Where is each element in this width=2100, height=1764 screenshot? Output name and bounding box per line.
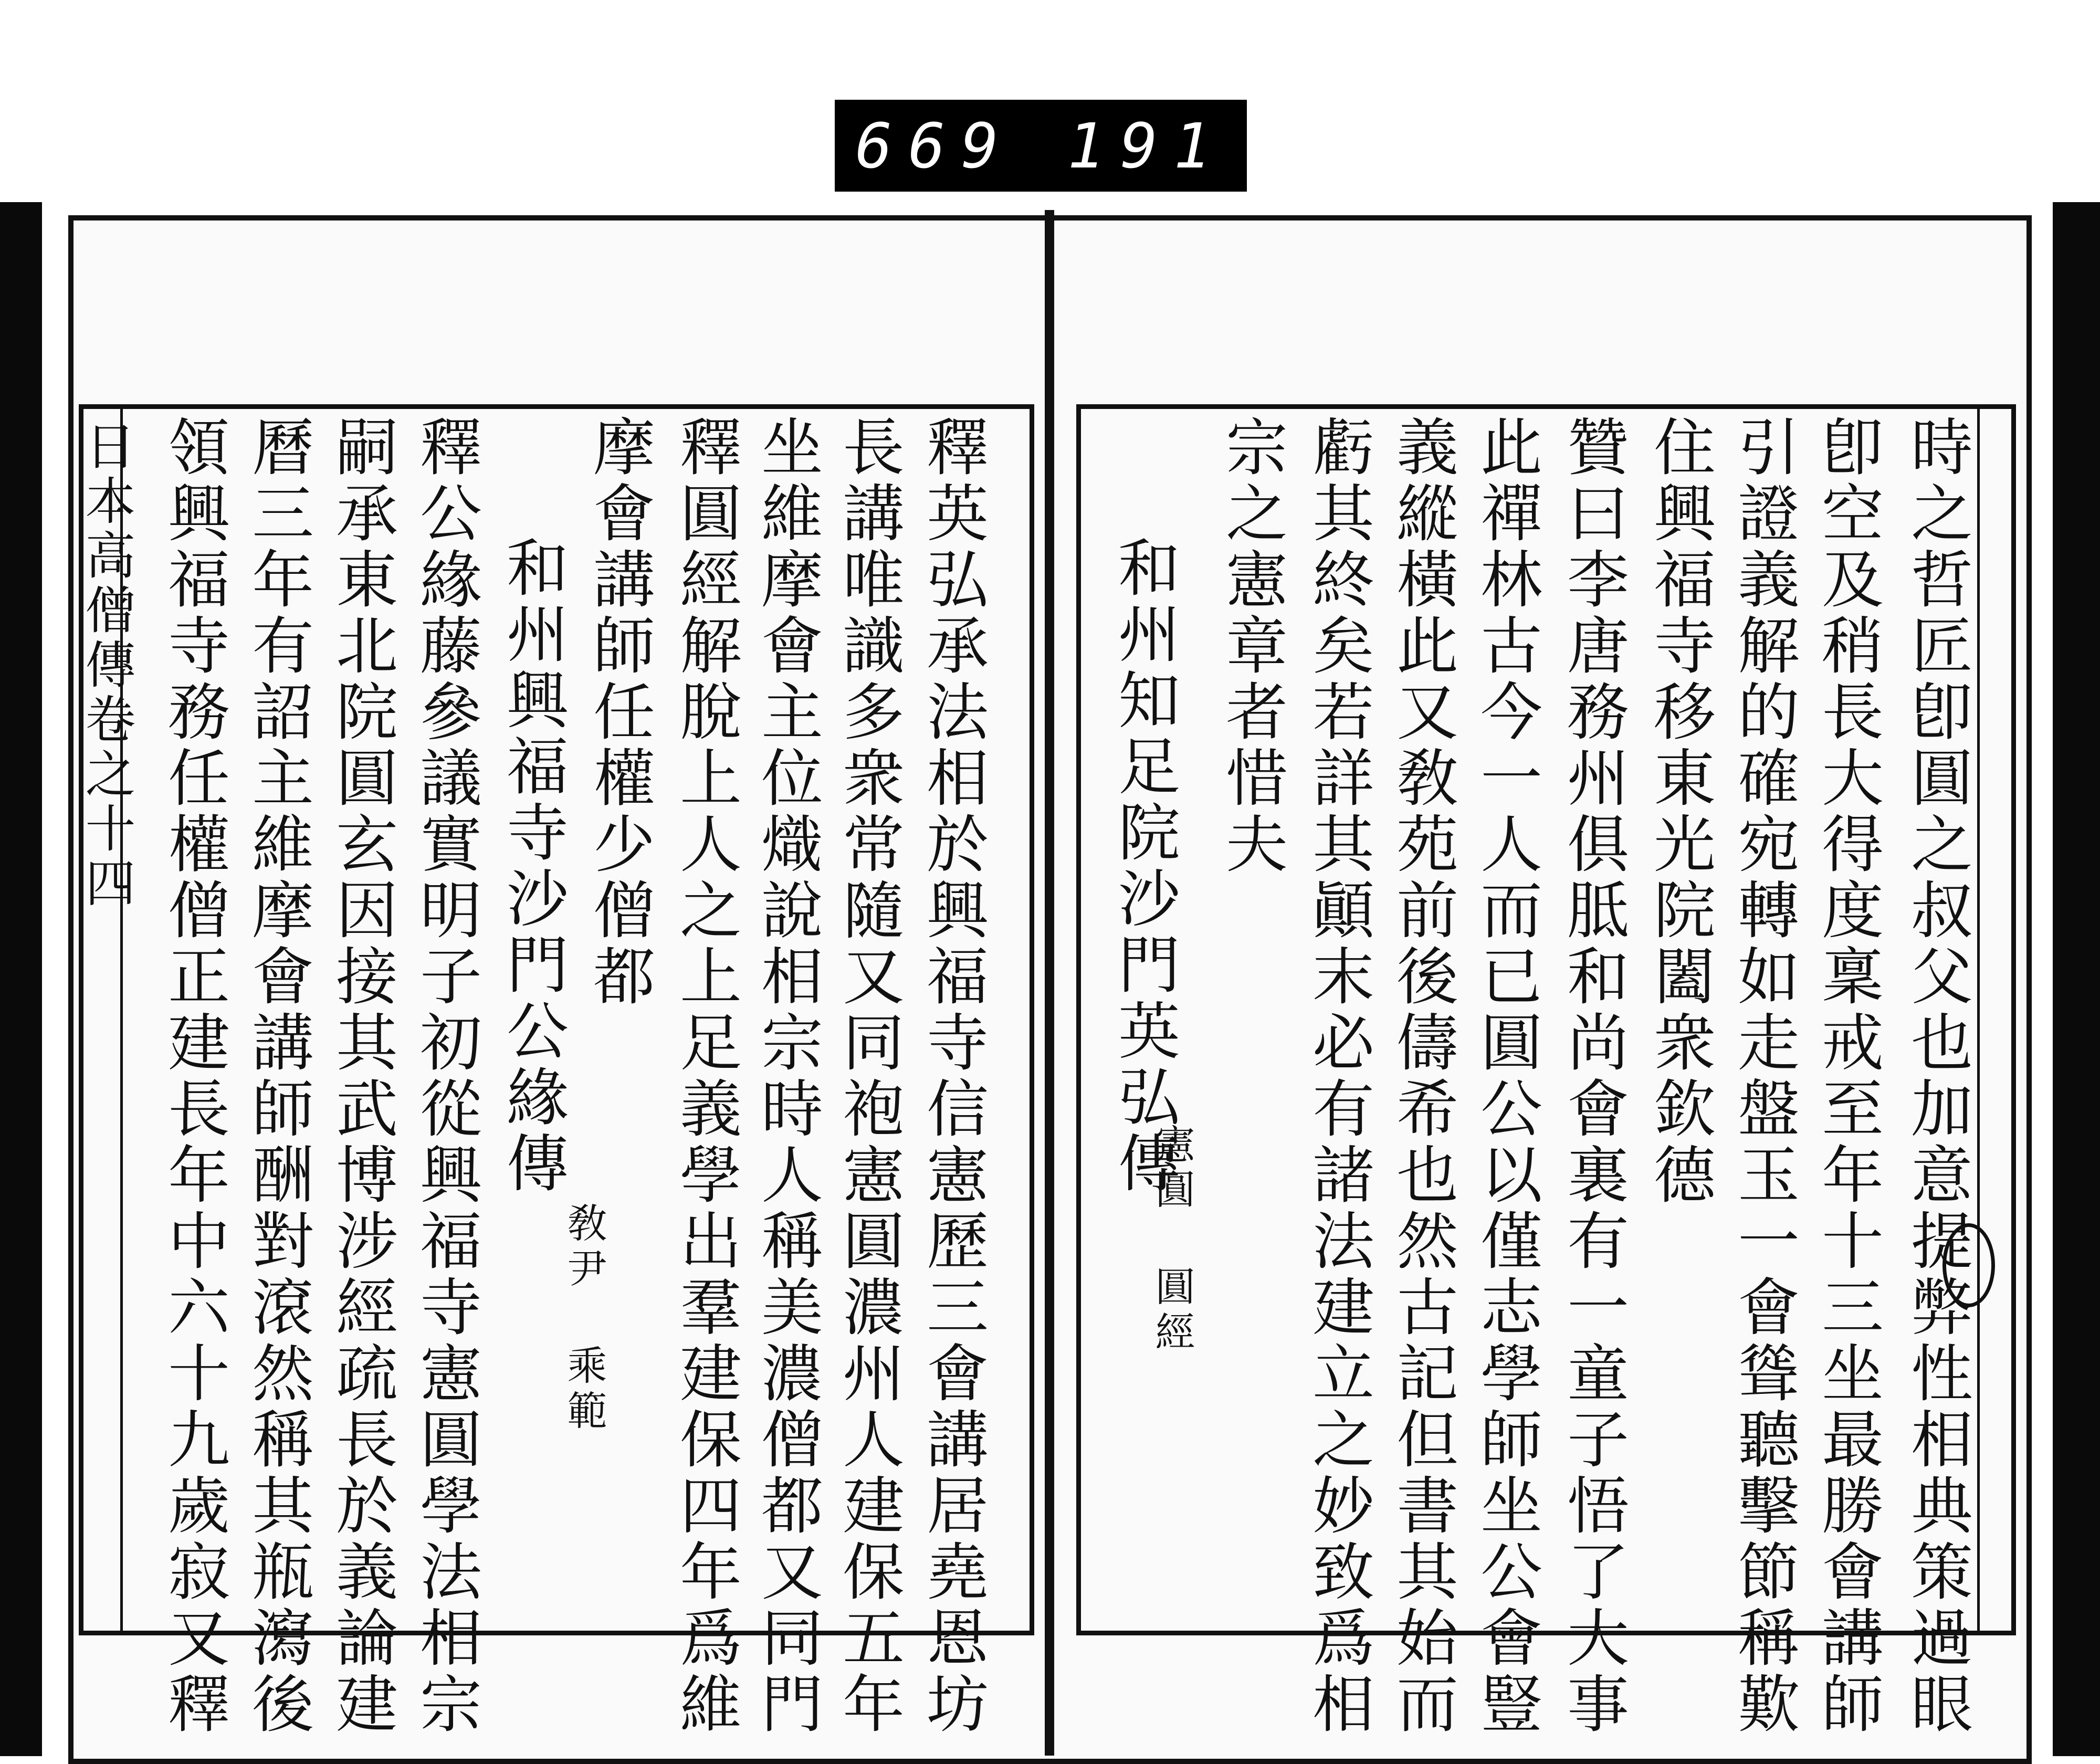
left-column-4: 釋圓經解脫上人之上足義學出羣建保四年爲維 [669,415,742,1738]
right-column-4: 住興福寺移東光院闔衆欽德 [1643,415,1716,1209]
right-column-1: 時之哲匠卽圓之叔父也加意提弊性相典策過眼 [1900,415,1973,1738]
binding-strip-left [0,202,42,1756]
right-column-5: 贊曰李唐務州俱胝和尚會裏有一童子悟了大事 [1557,415,1629,1738]
left-column-9: 曆三年有詔主維摩會講師酬對滾然稱其瓶瀉後 [242,415,314,1738]
page-gutter [1045,210,1054,1756]
left-column-2: 長講唯識多衆常隨又同袍憲圓濃州人建保五年 [832,415,905,1738]
left-biography-title: 和州興福寺沙門公緣傳 [496,536,569,1197]
left-column-3: 坐維摩會主位熾說相宗時人稱美濃僧都又同門 [751,415,823,1738]
right-column-9: 宗之憲章者惜夫 [1215,415,1288,878]
right-column-3: 引證義解的確宛轉如走盤玉一會聳聽擊節稱歎 [1727,415,1800,1738]
left-attached-names: 敎尹 乘範 [561,1202,607,1435]
right-column-7: 義縱橫此又敎苑前後儔希也然古記但書其始而 [1386,415,1458,1738]
archive-label: 669 191 [835,100,1247,192]
right-column-8: 虧其終矣若詳其顚末必有諸法建立之妙致爲相 [1302,415,1374,1738]
left-column-1: 釋英弘承法相於興福寺信憲歷三會講居堯恩坊 [916,415,989,1738]
left-column-10: 領興福寺務任權僧正建長年中六十九歲寂又釋 [158,415,230,1738]
right-column-2: 卽空及稍長大得度稟戒至年十三坐最勝會講師 [1811,415,1884,1738]
left-column-7: 釋公緣藤參議實明子初從興福寺憲圓學法相宗 [410,415,482,1738]
margin-title: 日本高僧傳卷之十四 [77,420,136,911]
left-column-8: 嗣承東北院圓玄因接其武博涉經疏長於義論建 [326,415,398,1738]
right-attached-names: 憲圓 圓經 [1149,1124,1195,1356]
binding-strip-right [2053,202,2100,1756]
right-biography-title: 和州知足院沙門英弘傳 [1108,536,1180,1197]
left-column-5: 摩會講師任權少僧都 [583,415,655,1010]
right-column-6: 此禪林古今一人而已圓公以僅志學師坐公會豎 [1470,415,1542,1738]
page-number-mark [1942,1223,1995,1307]
right-margin-rule [1977,409,1980,1631]
